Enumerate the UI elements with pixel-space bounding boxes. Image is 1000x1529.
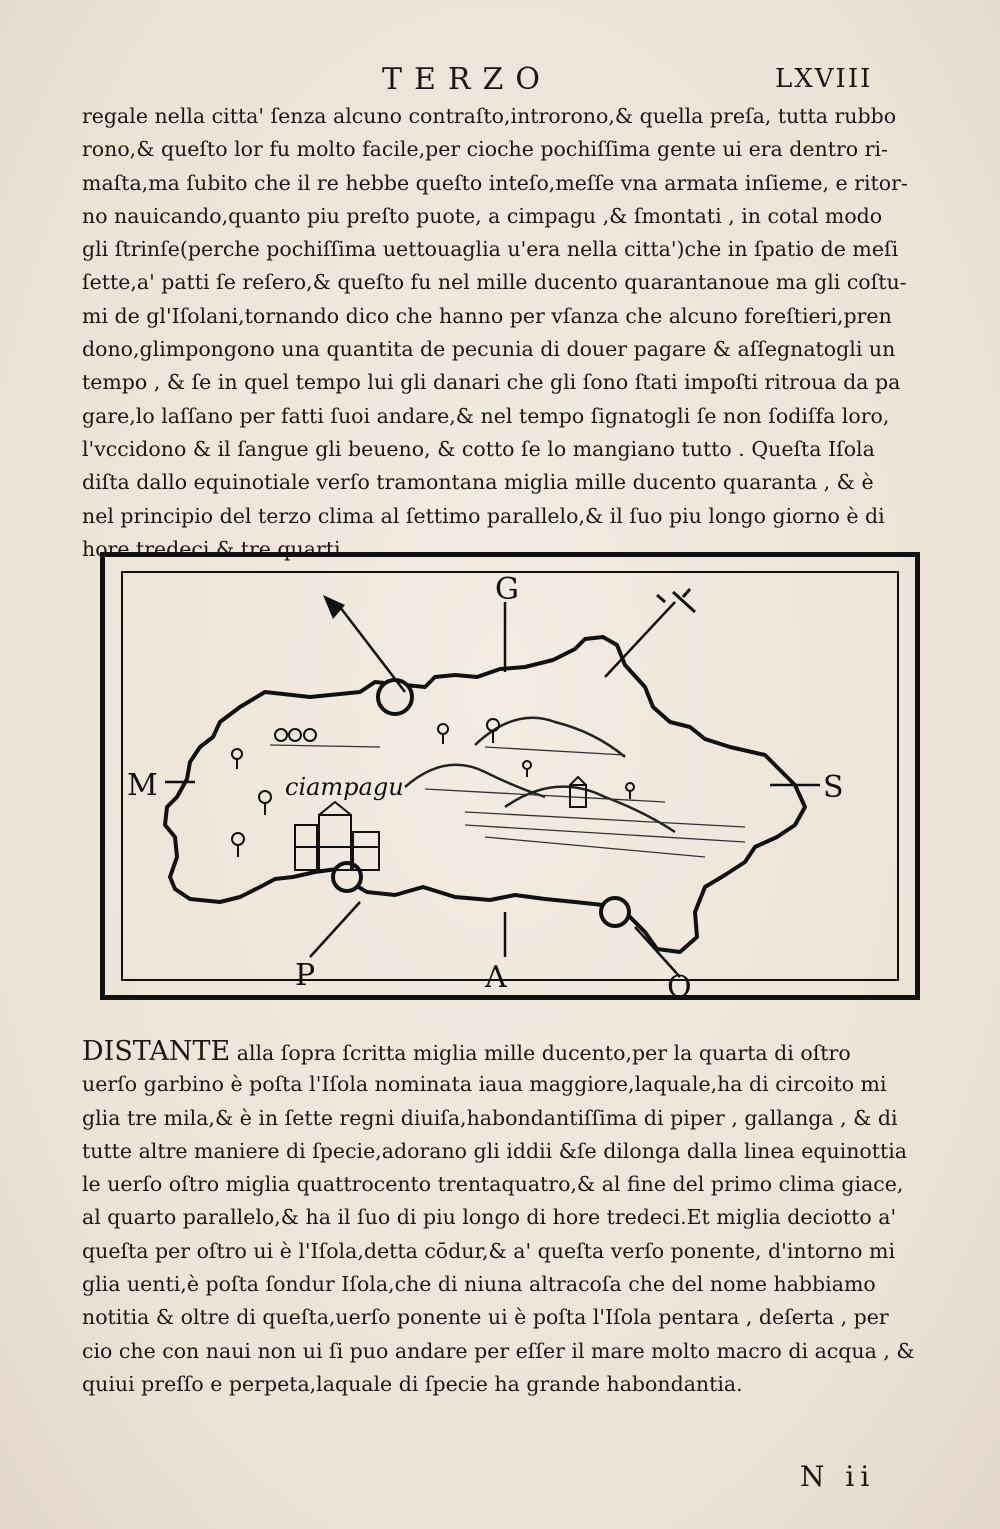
signature-mark: N ii xyxy=(800,1460,876,1493)
northeast-cross xyxy=(657,589,695,612)
text-line: ſette,a' patti ſe reſero,& queſto fu nel mille ducento quarantanoue ma gli coſtu- xyxy=(82,270,907,295)
running-header xyxy=(0,62,1000,102)
running-title: TERZO xyxy=(382,62,552,97)
text-line: gli ſtrinſe(perche pochiſſima uettouaglia u'era nella citta')che in ſpatio de meſi xyxy=(82,237,899,262)
text-line: glia uenti,è poſta ſondur Iſola,che di niuna altracoſa che del nome habbiamo xyxy=(82,1272,876,1297)
text-line: regale nella citta' ſenza alcuno contraſto,introrono,& quella preſa, tutta rubbo xyxy=(82,104,897,128)
text-line: tutte altre maniere di ſpecie,adorano gli iddii &ſe dilonga dalla linea equinottia xyxy=(82,1138,908,1163)
text-line-first xyxy=(82,1035,922,1068)
text-line: al quarto parallelo,& ha il ſuo di piu longo di hore tredeci.Et miglia deciotto a' xyxy=(82,1205,897,1230)
text-line: l'vccidono & il ſangue gli beueno, & cotto ſe lo mangiano tutto . Queſta Iſola xyxy=(82,436,875,461)
text-line: glia tre mila,& è in ſette regni diuiſa,habondantiſſima di piper , gallanga , & di xyxy=(82,1105,898,1130)
text-line: hore tredeci & tre quarti. xyxy=(82,536,348,561)
woodcut-map xyxy=(100,552,920,1005)
text-line: maſta,ma ſubito che il re hebbe queſto inteſo,meſſe vna armata inſieme, e ritor- xyxy=(82,170,908,195)
compass-south: A xyxy=(485,960,507,995)
hill-hatching xyxy=(270,745,745,857)
text-line: notitia & oltre di queſta,uerſo ponente ui è poſta l'Iſola pentara , deſerta , per xyxy=(82,1305,889,1330)
lower-paragraph xyxy=(82,1035,922,1401)
north-cove xyxy=(378,680,412,714)
text-line: diſta dallo equinotiale verſo tramontana miglia mille ducento quaranta , & è xyxy=(82,470,874,495)
text-line: no nauicando,quanto piu preſto puote, a cimpagu ,& ſmontati , in cotal modo xyxy=(82,203,883,228)
text-line: tempo , & ſe in quel tempo lui gli danari che gli ſono ſtati impoſti ritroua da pa xyxy=(82,370,901,395)
text-line: cio che con naui non ui ſi puo andare per eſſer il mare molto macro di acqua , & xyxy=(82,1338,915,1363)
text-line: le uerſo oſtro miglia quattrocento trentaquatro,& al fine del primo clima giace, xyxy=(82,1172,904,1197)
island-name-label: ciampagu xyxy=(285,773,404,801)
compass-southwest: P xyxy=(295,958,316,993)
southeast-cove xyxy=(601,898,629,926)
island-outline xyxy=(165,637,805,952)
hill-range-east xyxy=(505,787,675,832)
compass-east: S xyxy=(823,770,844,805)
compass-west: M xyxy=(127,768,158,803)
compass-southeast: O xyxy=(667,970,692,1005)
upper-paragraph xyxy=(82,100,922,566)
text-line: quiui preſſo e perpeta,laquale di ſpecie ha grande habondantia. xyxy=(82,1371,743,1396)
text-line: gare,lo laſſano per fatti ſuoi andare,& nel tempo ſignatogli ſe non ſodiſfa loro, xyxy=(82,403,890,428)
text-line: nel principio del terzo clima al ſettimo parallelo,& il ſuo piu longo giorno è di xyxy=(82,503,885,528)
text-line: queſta per oſtro ui è l'Iſola,detta cōdur,& a' queſta verſo ponente, d'intorno mi xyxy=(82,1238,896,1263)
northwest-arrow xyxy=(323,595,345,619)
text-line: uerſo garbino è poſta l'Iſola nominata iaua maggiore,laquale,ha di circoito mi xyxy=(82,1072,887,1097)
text-line: alla ſopra ſcritta miglia mille ducento,per la quarta di oſtro xyxy=(236,1041,851,1065)
island-map-drawing xyxy=(105,557,925,1005)
compass-north: G xyxy=(495,572,519,607)
compass-lines xyxy=(165,602,820,977)
initial-word: DISTANTE xyxy=(82,1036,231,1067)
folio-number: LXVIII xyxy=(775,64,873,94)
south-cove xyxy=(333,863,361,891)
text-line: dono,glimpongono una quantita de pecunia di douer pagare & aſſegnatogli un xyxy=(82,337,896,362)
text-line: rono,& queſto lor fu molto facile,per cioche pochiſſima gente ui era dentro ri- xyxy=(82,137,888,162)
text-line: mi de gl'Iſolani,tornando dico che hanno per vſanza che alcuno foreſtieri,pren xyxy=(82,303,892,328)
